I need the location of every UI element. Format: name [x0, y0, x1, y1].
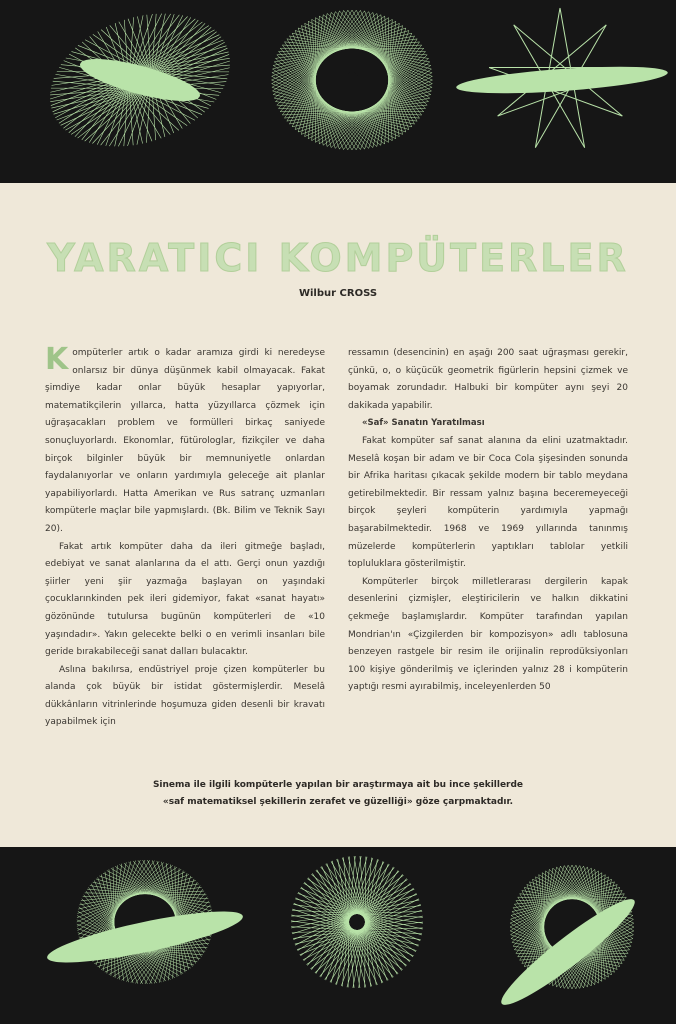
top-illustration-band [0, 0, 676, 183]
starburst-figure [45, 7, 235, 153]
article-paragraph: Fakat kompüter saf sanat alanına da elini uzatmaktadır. Meselâ koşan bir adam ve bir Coca Cola şişesinden sonunda bir Afrika haritası çıkacak şekilde modern bir tablo meydana getirebilmektedir. Bir ressam yalnız başına beceremeyeceği birçok şeyleri kompüterin yardımıyla yapmağı başarabilmektedir. 1968 ve 1969 yıllarında tanınmış müzelerde kompüterlerin yaptıkları tablolar yetkili topluluklara gösterilmiştir. [348, 435, 628, 570]
caption-line: Sinema ile ilgili kompüterle yapılan bir araştırmaya ait bu ince şekillerde [152, 780, 524, 790]
article-paragraph: Fakat artık kompüter daha da ileri gitmeğe başladı, edebiyat ve sanat alanlarına da el attı. Gerçi onun yazdığı şiirler yeni şiir yazmağa başlayan on yaşındaki çocuklarınkinden pek ileri gidemiyor, fakat «sanat hayatı» gözönünde tutulursa bugünün kompüterleri de «10 yaşındadır». Yakın gelecekte belki o en verimli insanları bile geride bırakabileceği sanat dalları bulacaktır. [45, 541, 325, 658]
bottom-figures [0, 847, 676, 1024]
top-figures [0, 0, 676, 183]
bottom-illustration-band [0, 847, 676, 1024]
article-column-left [45, 342, 325, 732]
spiral-with-blade-figure [493, 865, 643, 1015]
article-column-right [348, 345, 628, 697]
star-sphere-figure [291, 856, 423, 988]
article-paragraph: Aslına bakılırsa, endüstriyel proje çizen kompüterler bu alanda çok büyük bir istidat göstermişlerdir. Meselâ dükkânların vitrinlerinde hoşumuza giden desenli bir kravatı yapabilmek için [45, 664, 325, 728]
sphere-with-ring-figure [44, 860, 246, 984]
star-with-blade-figure [455, 8, 668, 148]
section-subheading: «Saf» Sanatın Yaratılması [362, 418, 485, 429]
page-title: YARATICI KOMPÜTERLER [47, 236, 629, 280]
article-paragraph: Kompüterler birçok milletlerarası dergilerin kapak desenlerini çizmişler, eleştiricilerin ve halkın dikkatini çekmeğe başlamışlardır. Kompüter tarafından yapılan Mondrian'ın «Çizgilerden bir kompozisyon» adlı tablosuna benzeyen rastgele bir resim ile orijinalin reprodüksiyonları 100 kişiye gönderilmiş ve içlerinden yalnız 28 i kompüterin yaptığı resmi ayırabilmiş, inceleyenlerden 50 [348, 576, 628, 693]
article-paragraph: Kompüterler artık o kadar aramıza girdi ki neredeyse onlarsız bir dünya düşünmek kabil olmayacak. Fakat şimdiye kadar onlar büyük hesaplar yapıyorlar, matematikçilerin yıllarca, hatta yüzyıllarca çözmek için uğraşacakları problem ve formülleri birkaç saniyede sonuçluyorlardı. Ekonomlar, fütürologlar, fizikçiler ve daha birçok bilginler büyük bir memnuniyetle onlardan faydalanıyorlar ve onların yardımıyla geleceğe ait planlar yapabiliyorlardı. Hatta Amerikan ve Rus satranç uzmanları kompüterle maçlar bile yapmışlardı. (Bk. Bilim ve Teknik Sayı 20). [45, 342, 325, 534]
author-byline: Wilbur CROSS [298, 288, 378, 299]
caption-line: «saf matematiksel şekillerin zerafet ve güzelliği» göze çarpmaktadır. [162, 797, 514, 807]
figure-caption [95, 777, 581, 811]
spiral-disc-figure [272, 10, 433, 150]
article-paragraph: ressamın (desencinin) en aşağı 200 saat uğraşması gerekir, çünkü, o, o küçücük geometrik figürlerin hepsini çizmek ve boyamak zorundadır. Halbuki bir kompüter aynı şeyi 20 dakikada yapabilir. [348, 348, 628, 411]
